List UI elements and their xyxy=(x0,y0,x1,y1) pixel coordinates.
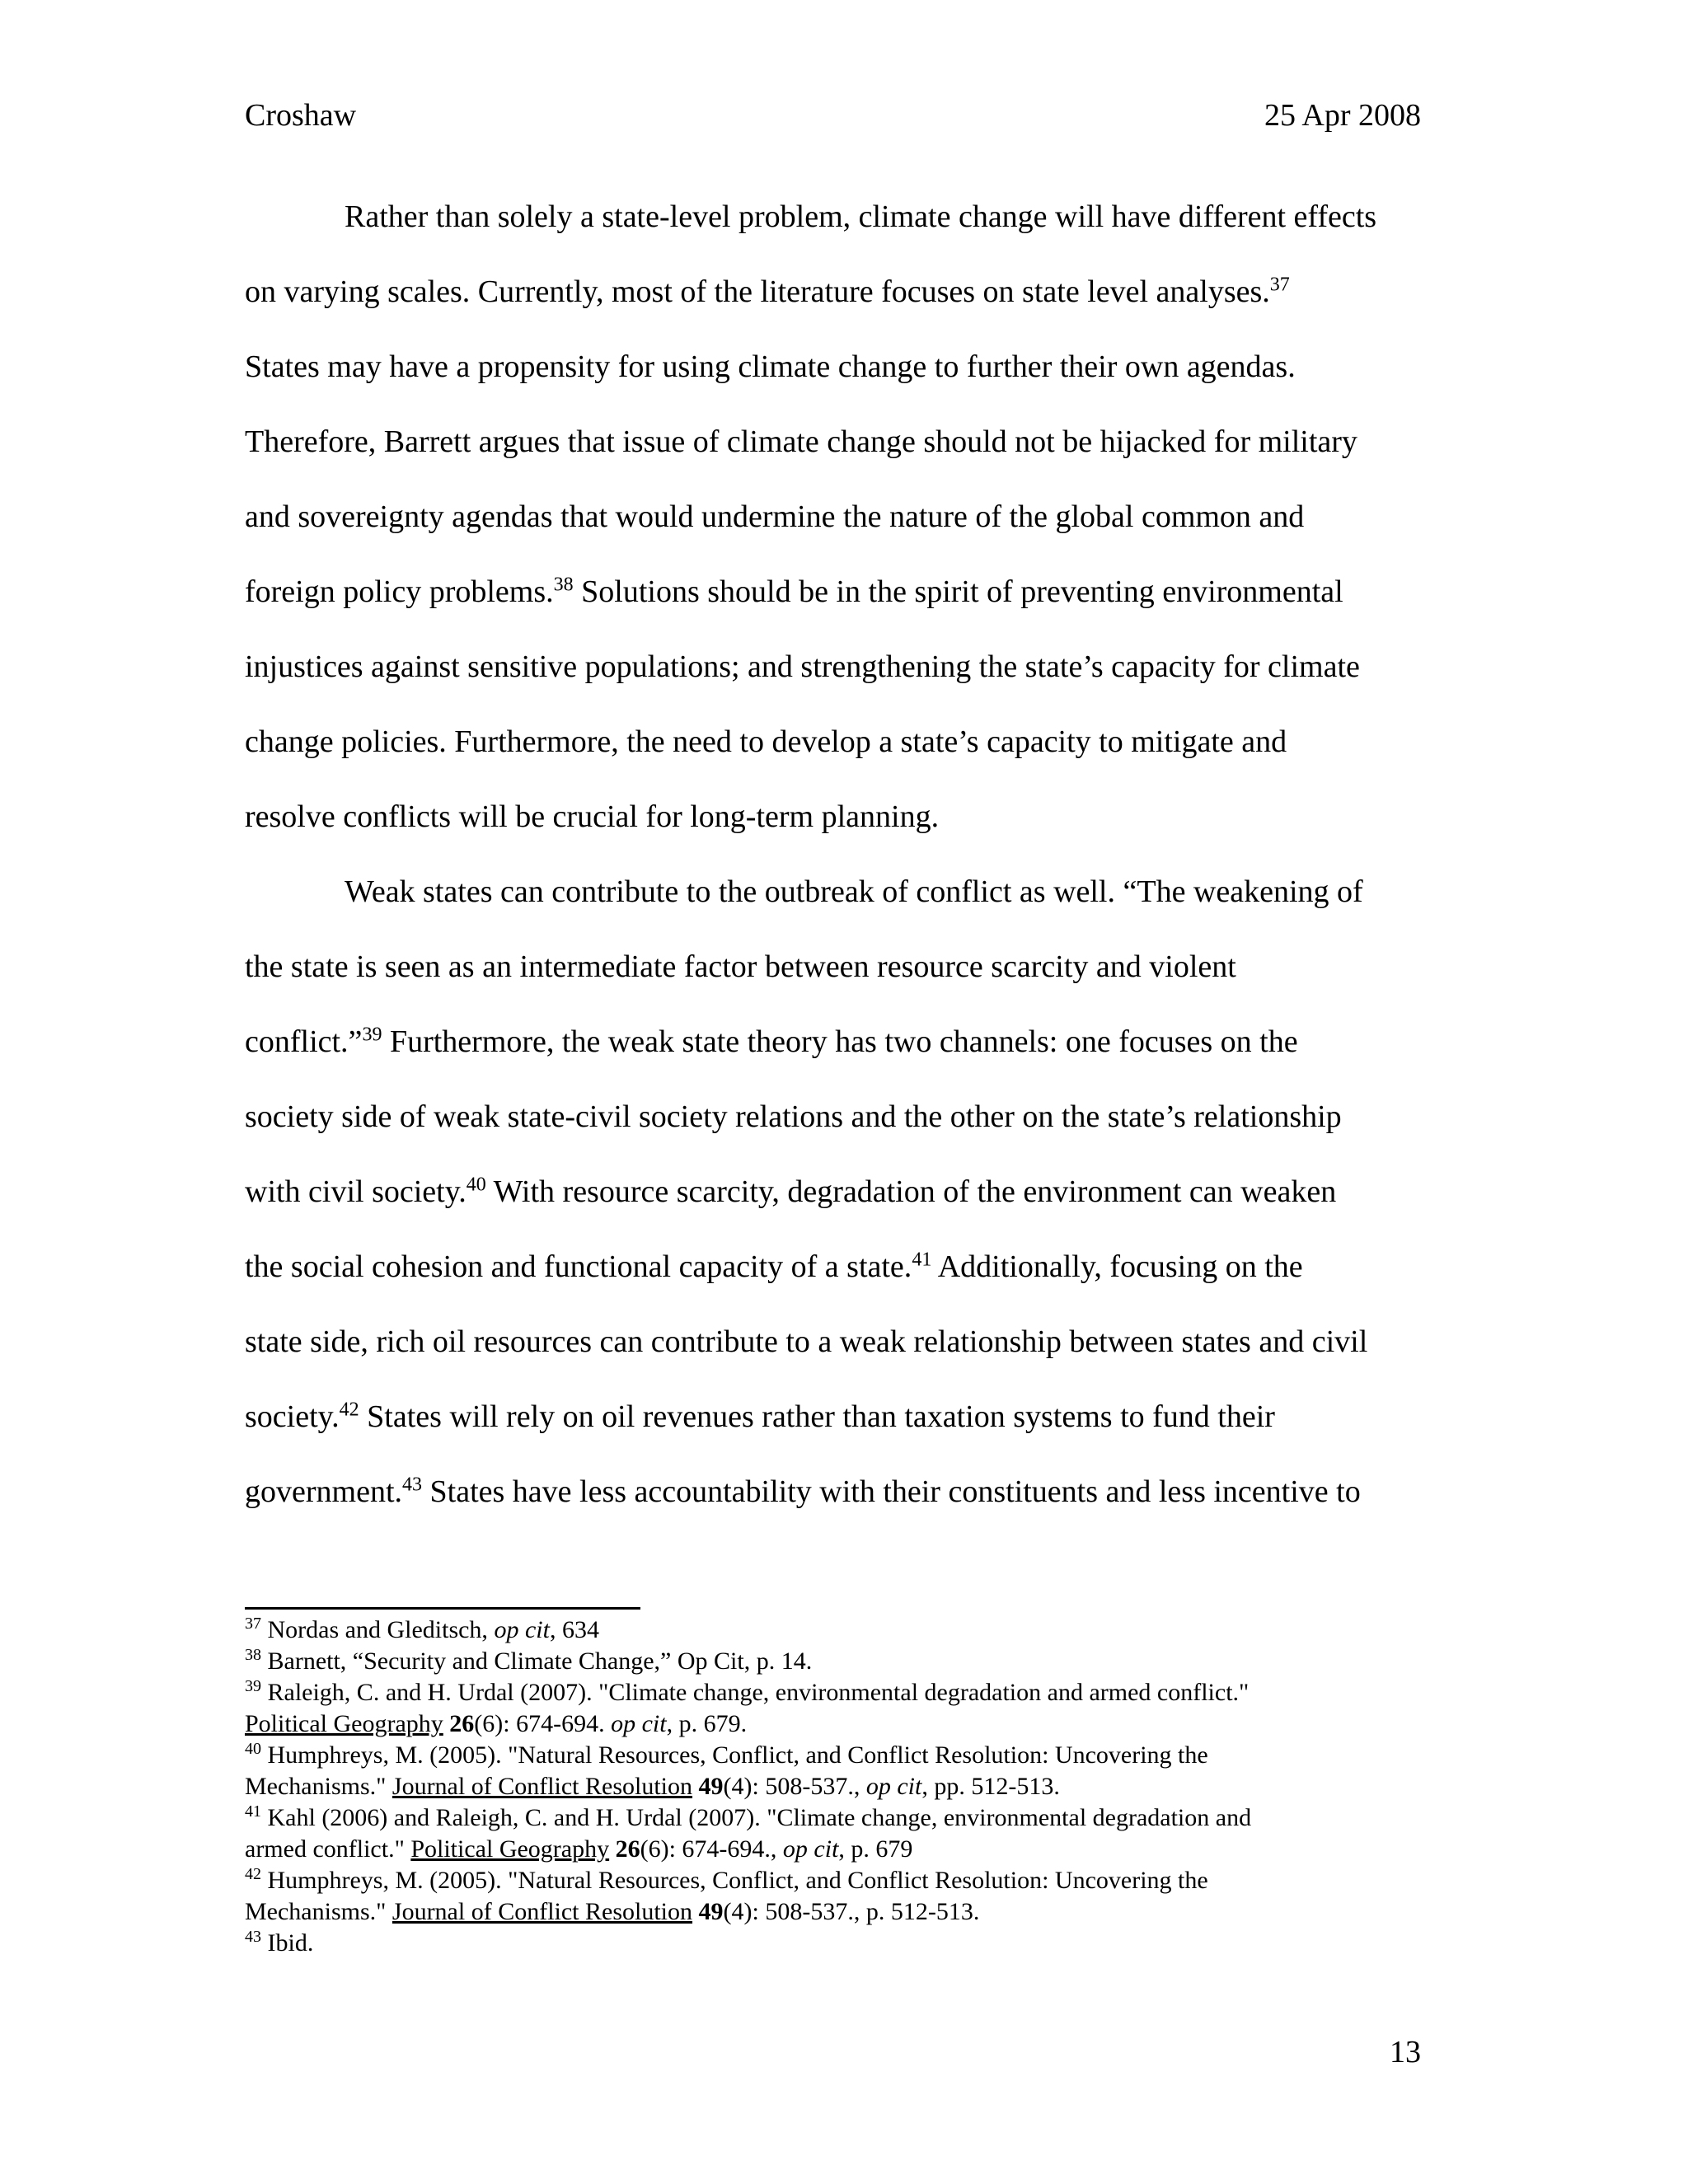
journal-title: Journal of Conflict Resolution xyxy=(392,1773,693,1800)
footnote-39-cont: Political Geography 26(6): 674-694. op cit, p. 679. xyxy=(245,1710,748,1737)
footnote-ref[interactable]: 38 xyxy=(553,574,574,596)
paragraph-line: society side of weak state-civil society relations and the other on the state’s relationship xyxy=(245,1099,1342,1134)
footnote-41-cont: armed conflict." Political Geography 26(6): 674-694., op cit, p. 679 xyxy=(245,1835,913,1863)
footnote-42: $^{42}$ Humphreys, M. (2005). "Natural Resources, Conflict, and Conflict Resolution: Uncovering the xyxy=(245,1865,1208,1894)
footnote-42-cont: Mechanisms." Journal of Conflict Resolution 49(4): 508-537., p. 512-513. xyxy=(245,1898,980,1925)
footnote-43: $^{43}$ Ibid. xyxy=(245,1928,314,1957)
paragraph-line: the social cohesion and functional capacity of a state.$^{41}$ Additionally, focusing on the xyxy=(245,1249,1303,1284)
journal-title: Political Geography xyxy=(410,1835,610,1863)
page-number: 13 xyxy=(1390,2035,1421,2069)
footnote-41: $^{41}$ Kahl (2006) and Raleigh, C. and H. Urdal (2007). "Climate change, environmental degradation and xyxy=(245,1802,1252,1831)
footnote-40-cont: Mechanisms." Journal of Conflict Resolution 49(4): 508-537., op cit, pp. 512-513. xyxy=(245,1773,1060,1800)
footnote-ref[interactable]: 43 xyxy=(402,1474,423,1496)
paragraph-line: Rather than solely a state-level problem, climate change will have different effects xyxy=(345,199,1377,234)
paragraph-line: change policies. Furthermore, the need to develop a state’s capacity to mitigate and xyxy=(245,724,1287,759)
journal-title: Political Geography xyxy=(245,1710,443,1737)
footnote-ref[interactable]: 40 xyxy=(466,1174,486,1196)
header-author: Croshaw xyxy=(245,98,357,133)
journal-title: Journal of Conflict Resolution xyxy=(392,1898,693,1925)
page-header xyxy=(245,97,1421,138)
paragraph-line: resolve conflicts will be crucial for long-term planning. xyxy=(245,799,940,834)
paragraph-line: with civil society.$^{40}$ With resource scarcity, degradation of the environment can weaken xyxy=(245,1174,1337,1209)
paragraph-line: and sovereignty agendas that would undermine the nature of the global common and xyxy=(245,499,1305,534)
footnote-40: $^{40}$ Humphreys, M. (2005). "Natural Resources, Conflict, and Conflict Resolution: Uncovering the xyxy=(245,1740,1208,1769)
footnote-ref[interactable]: 37 xyxy=(1269,274,1290,296)
paragraph-line: Weak states can contribute to the outbreak of conflict as well. “The weakening of xyxy=(345,874,1363,909)
paragraph-line: foreign policy problems.$^{38}$ Solutions should be in the spirit of preventing environmental xyxy=(245,574,1343,609)
footnote-ref[interactable]: 42 xyxy=(339,1399,359,1421)
footnote-39: $^{39}$ Raleigh, C. and H. Urdal (2007). "Climate change, environmental degradation and armed conflict." xyxy=(245,1677,1250,1706)
paragraph-line: government.$^{43}$ States have less accountability with their constituents and less incentive to xyxy=(245,1474,1361,1509)
paragraph-line: on varying scales. Currently, most of the literature focuses on state level analyses.$^{37}$ xyxy=(245,274,1290,309)
footnote-separator xyxy=(245,1607,640,1610)
footnote-38: $^{38}$ Barnett, “Security and Climate Change,” Op Cit, p. 14. xyxy=(245,1646,813,1675)
footnote-37: $^{37}$ Nordas and Gleditsch, op cit, 634 xyxy=(245,1615,599,1643)
footnote-ref[interactable]: 39 xyxy=(362,1024,382,1046)
paragraph-line: society.$^{42}$ States will rely on oil revenues rather than taxation systems to fund their xyxy=(245,1399,1275,1434)
paragraph-line: injustices against sensitive populations; and strengthening the state’s capacity for climate xyxy=(245,649,1360,684)
footnote-ref[interactable]: 41 xyxy=(912,1249,932,1271)
header-date: 25 Apr 2008 xyxy=(1264,98,1421,133)
paragraph-line: States may have a propensity for using climate change to further their own agendas. xyxy=(245,349,1296,384)
paragraph-line: the state is seen as an intermediate factor between resource scarcity and violent xyxy=(245,949,1236,984)
paragraph-line: Therefore, Barrett argues that issue of climate change should not be hijacked for military xyxy=(245,424,1357,459)
paragraph-line: state side, rich oil resources can contribute to a weak relationship between states and civil xyxy=(245,1324,1368,1359)
paragraph-line: conflict.”$^{39}$ Furthermore, the weak state theory has two channels: one focuses on the xyxy=(245,1024,1298,1059)
